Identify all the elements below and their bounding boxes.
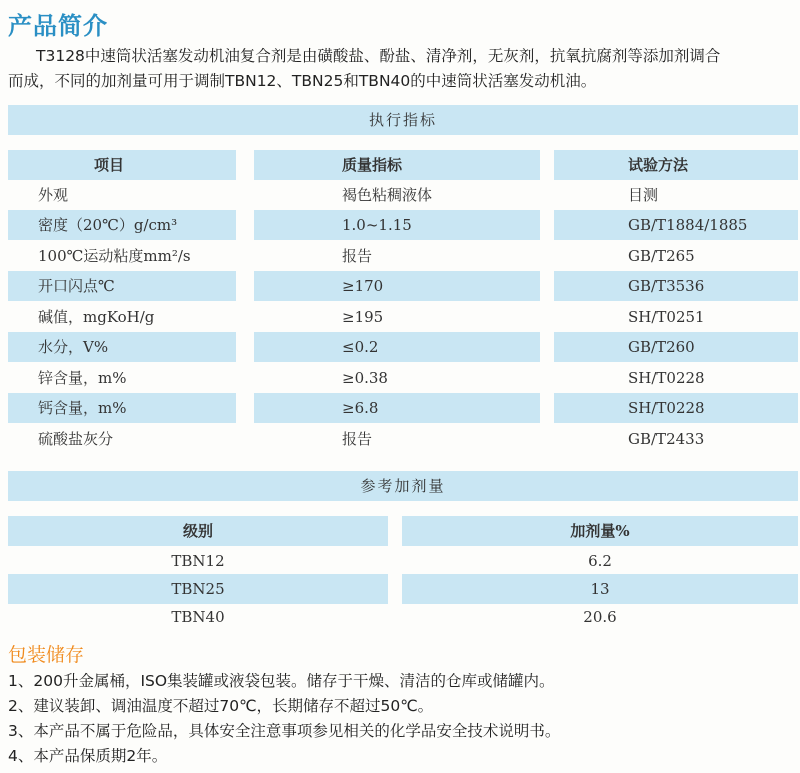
table-row: [8, 241, 798, 271]
table-row: [8, 574, 798, 604]
spec-col-quality: 质量指标: [254, 150, 540, 180]
spec-value: ≥6.8: [254, 393, 540, 423]
dosage-col-amount: 加剂量%: [402, 516, 798, 546]
spec-item: 密度（20℃）g/cm³: [8, 210, 236, 240]
spec-method: 目测: [628, 186, 659, 204]
intro-paragraph: [8, 44, 796, 94]
spec-value: 报告: [342, 247, 373, 265]
spec-item: 钙含量，m%: [8, 393, 236, 423]
spec-header-row: [8, 150, 798, 180]
dosage-amount: 13: [402, 574, 798, 604]
dosage-header-row: [8, 516, 798, 546]
dosage-grade: TBN40: [171, 608, 225, 626]
table-row: [8, 332, 798, 362]
spec-method: GB/T260: [554, 332, 798, 362]
spec-method: GB/T3536: [554, 271, 798, 301]
table-row: [8, 363, 798, 393]
spec-item: 锌含量，m%: [38, 369, 127, 387]
list-item: 3、本产品不属于危险品，具体安全注意事项参见相关的化学品安全技术说明书。: [8, 722, 561, 740]
dosage-grade: TBN12: [171, 552, 225, 570]
spec-value: ≥0.38: [342, 369, 388, 387]
dosage-heading: 参考加剂量: [8, 471, 798, 501]
spec-col-item: 项目: [8, 150, 236, 180]
table-row: [8, 271, 798, 301]
spec-method: GB/T1884/1885: [554, 210, 798, 240]
spec-method: SH/T0251: [628, 308, 705, 326]
packaging-list: [8, 669, 796, 769]
spec-method: GB/T265: [628, 247, 695, 265]
intro-line-1: T3128中速筒状活塞发动机油复合剂是由磺酸盐、酚盐、清净剂，无灰剂，抗氧抗腐剂等添加剂调合: [36, 47, 721, 65]
dosage-grade: TBN25: [8, 574, 388, 604]
spec-item: 100℃运动粘度mm²/s: [38, 247, 191, 265]
table-row: [8, 180, 798, 210]
list-item: 1、200升金属桶，ISO集装罐或液袋包装。储存于干燥、清洁的仓库或储罐内。: [8, 672, 555, 690]
intro-line-2: 而成，不同的加剂量可用于调制TBN12、TBN25和TBN40的中速筒状活塞发动机油。: [8, 72, 597, 90]
spec-value: ≥170: [254, 271, 540, 301]
spec-value: ≤0.2: [254, 332, 540, 362]
spec-value: 报告: [342, 430, 373, 448]
dosage-amount: 20.6: [583, 608, 617, 626]
spec-item: 碱值，mgKoH/g: [38, 308, 155, 326]
table-row: [8, 424, 798, 454]
spec-value: 褐色粘稠液体: [342, 186, 433, 204]
spec-col-method: 试验方法: [554, 150, 798, 180]
spec-value: 1.0~1.15: [254, 210, 540, 240]
table-row: [8, 302, 798, 332]
spec-item: 硫酸盐灰分: [38, 430, 114, 448]
page-title: 产品简介: [8, 11, 108, 40]
packaging-title: 包装储存: [8, 644, 85, 666]
spec-method: SH/T0228: [554, 393, 798, 423]
table-row: [8, 393, 798, 423]
table-row: [8, 602, 798, 632]
list-item: 2、建议装卸、调油温度不超过70℃，长期储存不超过50℃。: [8, 697, 434, 715]
spec-item: 水分，V%: [8, 332, 236, 362]
spec-heading: 执行指标: [8, 105, 798, 135]
spec-method: GB/T2433: [628, 430, 705, 448]
dosage-col-grade: 级别: [8, 516, 388, 546]
spec-item: 开口闪点℃: [8, 271, 236, 301]
dosage-amount: 6.2: [588, 552, 612, 570]
spec-method: SH/T0228: [628, 369, 705, 387]
list-item: 4、本产品保质期2年。: [8, 747, 168, 765]
table-row: [8, 210, 798, 240]
table-row: [8, 546, 798, 576]
spec-value: ≥195: [342, 308, 384, 326]
spec-item: 外观: [38, 186, 69, 204]
